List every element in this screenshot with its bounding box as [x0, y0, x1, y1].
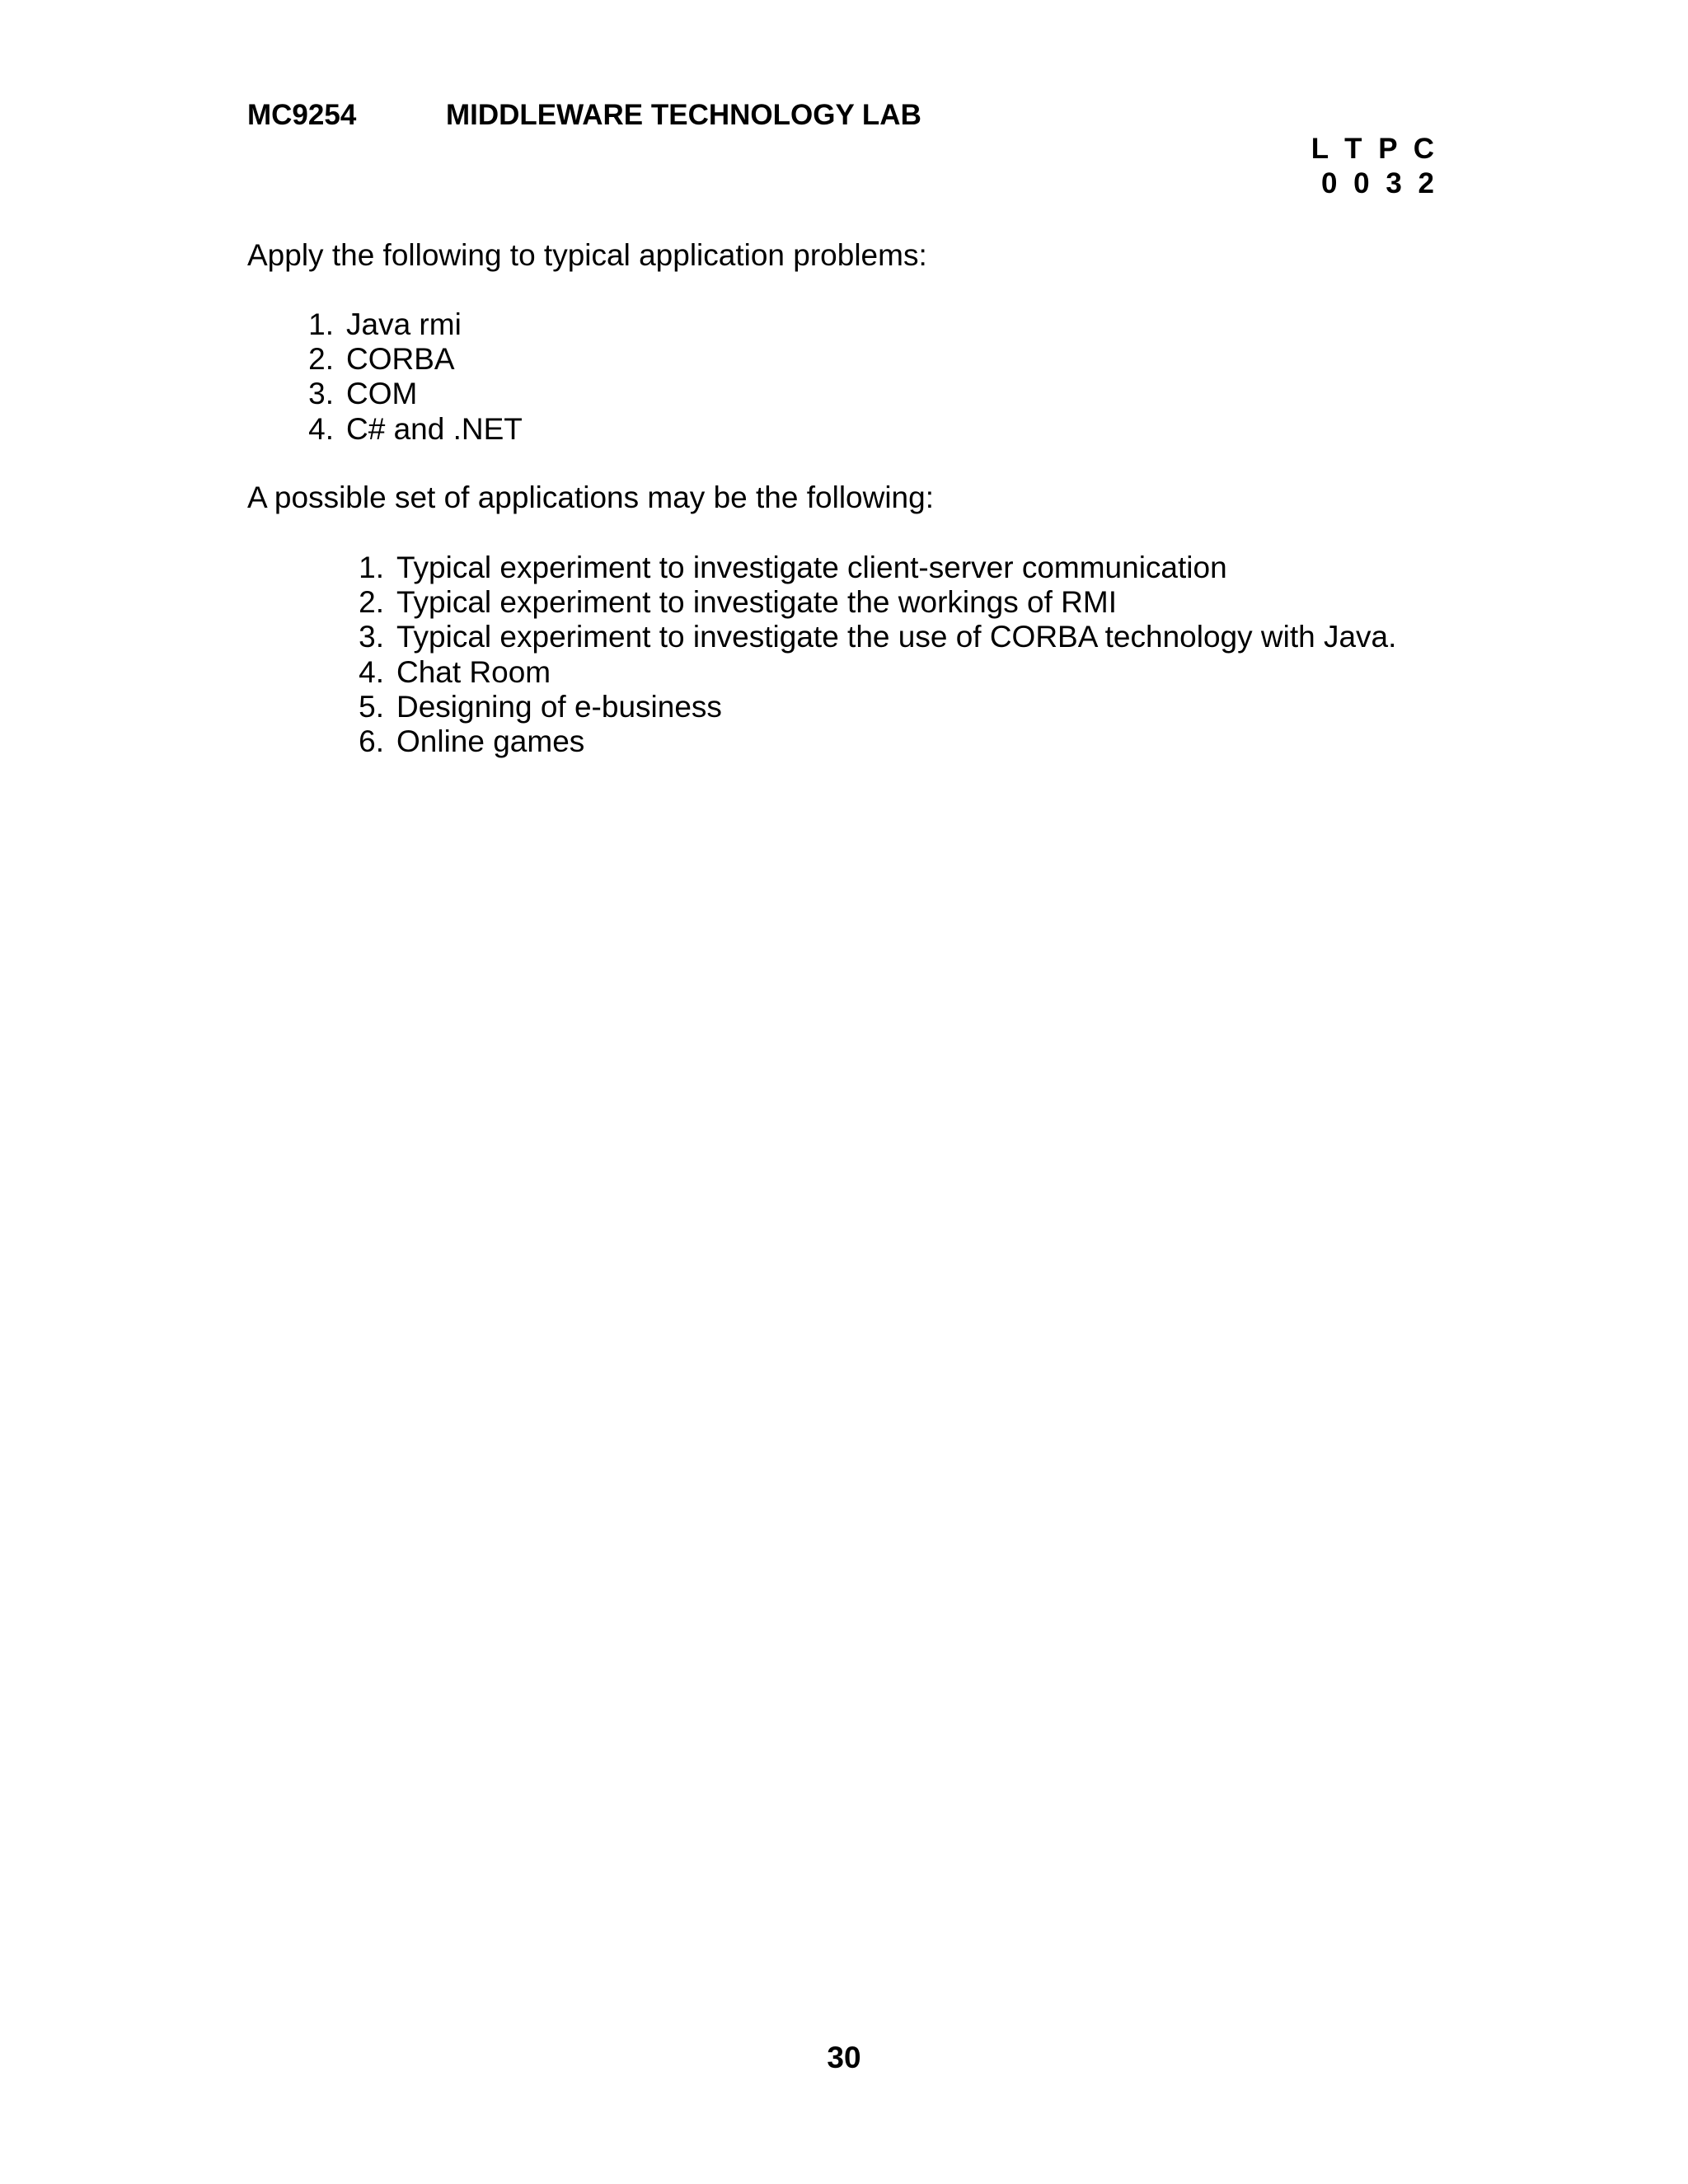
- list-item-label: C# and .NET: [346, 411, 523, 446]
- list-item: [308, 307, 523, 342]
- list-item: [359, 654, 1396, 690]
- list-item-number: 3.: [308, 377, 334, 411]
- course-code: MC9254: [247, 99, 357, 131]
- list-item: [308, 377, 523, 411]
- list-item-number: 2.: [308, 342, 334, 377]
- list-item-label: Online games: [396, 724, 585, 759]
- intro-paragraph: Apply the following to typical application problems:: [247, 238, 927, 272]
- list-item-number: 5.: [359, 689, 384, 724]
- list-item-number: 4.: [359, 654, 384, 689]
- list-item-label: Designing of e-business: [396, 689, 722, 724]
- list-item-label: Chat Room: [396, 654, 551, 689]
- list-item-label: Typical experiment to investigate client-server communication: [396, 551, 1227, 584]
- list-item: [359, 724, 1396, 759]
- list-item-number: 3.: [359, 620, 384, 654]
- list-item-label: COM: [346, 377, 418, 411]
- list-item: [359, 585, 1396, 620]
- list-item-label: Typical experiment to investigate the workings of RMI: [396, 585, 1117, 620]
- list-item: [308, 411, 523, 447]
- list-item-number: 2.: [359, 585, 384, 620]
- course-title: MIDDLEWARE TECHNOLOGY LAB: [446, 99, 921, 131]
- applications-paragraph: A possible set of applications may be the following:: [247, 480, 934, 514]
- list-item: [359, 689, 1396, 724]
- list-item: [359, 620, 1397, 654]
- list-item-number: 6.: [359, 724, 384, 759]
- list-item: [308, 342, 523, 377]
- list-item-number: 1.: [308, 307, 334, 341]
- list-item-label: Typical experiment to investigate the use of CORBA technology with Java.: [396, 620, 1397, 654]
- list-item: [359, 551, 1396, 585]
- applications-list: [359, 551, 1397, 759]
- list-item-number: 4.: [308, 411, 334, 446]
- list-item-label: Java rmi: [346, 307, 462, 341]
- technology-list: [308, 307, 523, 447]
- page-number: 30: [827, 2041, 861, 2074]
- ltpc-values: 0 0 3 2: [1320, 167, 1438, 199]
- ltpc-block: [1311, 132, 1438, 201]
- list-item-number: 1.: [359, 551, 384, 584]
- ltpc-labels: L T P C: [1311, 133, 1438, 165]
- list-item-label: CORBA: [346, 342, 455, 377]
